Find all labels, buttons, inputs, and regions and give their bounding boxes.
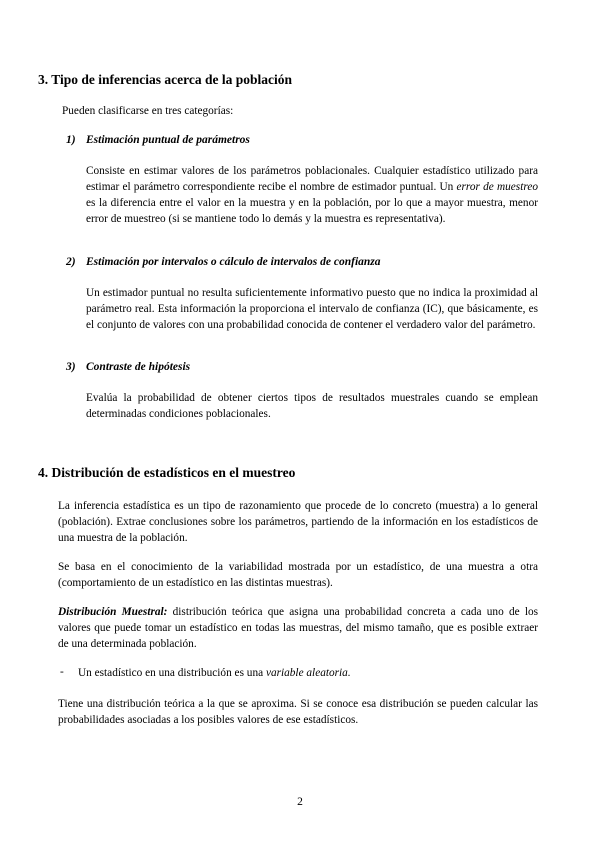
item-2-number: 2) (66, 256, 76, 268)
item-3-number: 3) (66, 361, 76, 373)
bullet-item (78, 665, 538, 681)
section-4-paragraph-1: La inferencia estadística es un tipo de razonamiento que procede de lo concreto (muestra) a lo general (población). Extrae conclusiones sobre los parámetros, partiendo de la información en los estadísticos de una muestra de la población. (58, 500, 538, 544)
section-4-heading: 4. Distribución de estadísticos en el muestreo (38, 465, 296, 480)
section-3-heading: 3. Tipo de inferencias acerca de la población (38, 72, 293, 87)
section-4-paragraph-3 (58, 604, 538, 652)
item-1-paragraph (86, 163, 538, 227)
item-3-heading (66, 361, 190, 373)
item-1-heading (66, 134, 250, 146)
bullet-text: Un estadístico en una distribución es una (78, 667, 266, 679)
item-3-title: Contraste de hipótesis (86, 361, 191, 373)
distribucion-muestral-definition: distribución teórica que asigna una probabilidad concreta a cada uno de los valores que puede tomar un estadístico en todas las muestras, del mismo tamaño, que es posible extraer de una determinada población. (58, 606, 538, 650)
item-1-text-a: Consiste en estimar valores de los parámetros poblacionales. Cualquier estadístico utilizado para estimar el parámetro correspondiente recibe el nombre de estimador puntual. Un (86, 165, 538, 193)
section-4-paragraph-4: Tiene una distribución teórica a la que se aproxima. Si se conoce esa distribución se pueden calcular las probabilidades asociadas a los posibles valores de ese estadísticos. (58, 698, 538, 726)
item-1-text-b: es la diferencia entre el valor en la muestra y en la población, por lo que a mayor muestra, menor error de muestreo (si se mantiene todo lo demás y la muestra es representativa). (86, 197, 538, 225)
item-2-heading (66, 256, 381, 268)
variable-aleatoria-term: variable aleatoria. (265, 667, 351, 679)
item-2-paragraph: Un estimador puntual no resulta suficientemente informativo puesto que no indica la proximidad al parámetro real. Esta información la proporciona el intervalo de confianza (IC), que básicamente, es el conjunto de valores con una probabilidad conocida de contener el verdadero valor del parámetro. (86, 287, 538, 331)
item-1-title: Estimación puntual de parámetros (86, 134, 250, 146)
section-3-intro: Pueden clasificarse en tres categorías: (62, 105, 234, 117)
item-2-title: Estimación por intervalos o cálculo de intervalos de confianza (86, 256, 381, 268)
page-number: 2 (297, 796, 303, 808)
item-1-number: 1) (66, 134, 76, 146)
distribucion-muestral-term: Distribución Muestral: (58, 606, 168, 618)
section-4-paragraph-2: Se basa en el conocimiento de la variabilidad mostrada por un estadístico, de una muestra a otra (comportamiento de un estadístico en las distintas muestras). (58, 561, 538, 589)
error-de-muestreo-term: error de muestreo (456, 181, 538, 193)
bullet-dash: - (60, 666, 64, 678)
item-3-paragraph: Evalúa la probabilidad de obtener ciertos tipos de resultados muestrales cuando se emplean determinadas condiciones poblacionales. (86, 392, 538, 420)
